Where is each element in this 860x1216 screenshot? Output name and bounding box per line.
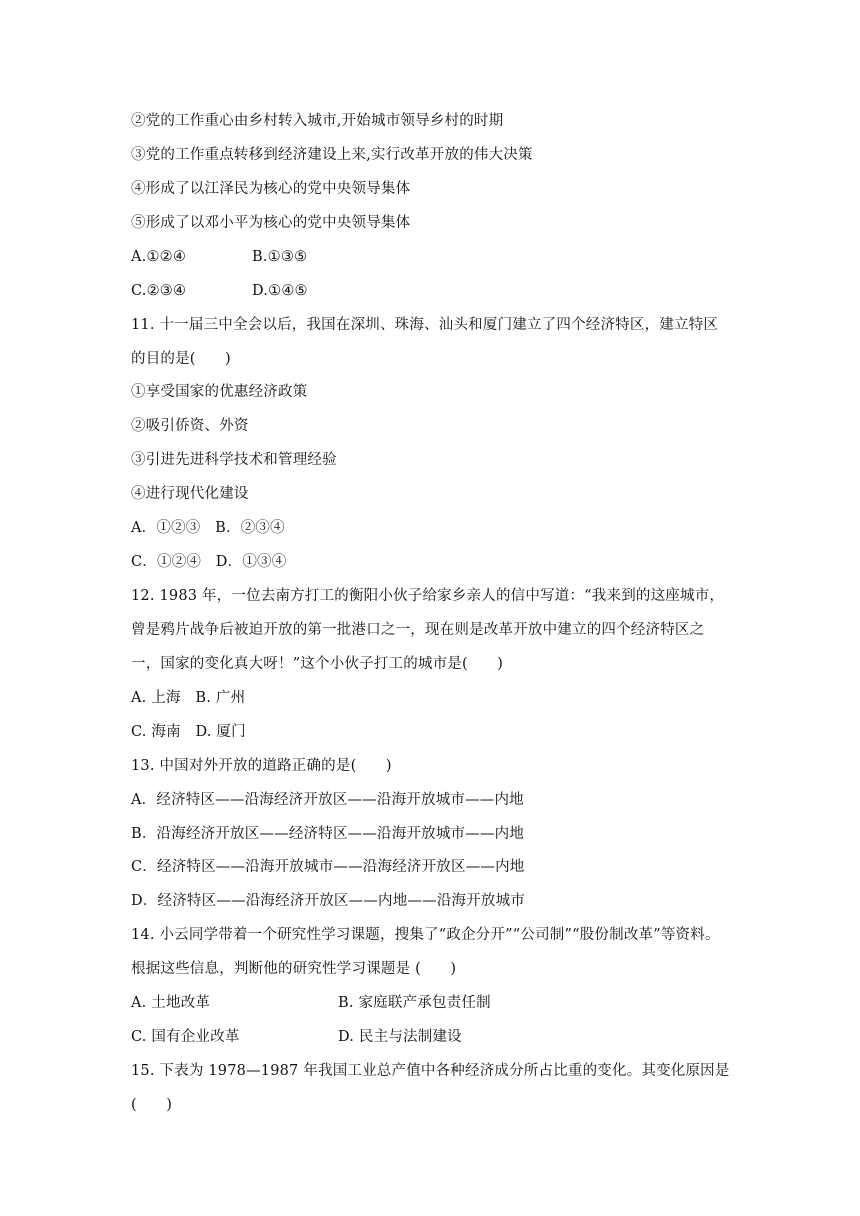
q14-stem-line-1: 14. 小云同学带着一个研究性学习课题，搜集了“政企分开”“公司制”“股份制改革”等资料。: [131, 927, 720, 943]
q13-option-a: A．经济特区——沿海经济开放区——沿海开放城市——内地: [131, 792, 524, 808]
q14-option-a: A. 土地改革: [131, 995, 211, 1011]
q11-stem-line-1: 11. 十一届三中全会以后，我国在深圳、珠海、汕头和厦门建立了四个经济特区，建立特区: [131, 317, 719, 333]
q13-option-b: B．沿海经济开放区——经济特区——沿海开放城市——内地: [131, 826, 525, 842]
q10-item-2: ②党的工作重心由乡村转入城市,开始城市领导乡村的时期: [131, 113, 504, 129]
q11-item-4: ④进行现代化建设: [131, 486, 249, 502]
q14-option-c: C. 国有企业改革: [131, 1029, 240, 1045]
q10-option-c: C.②③④: [131, 283, 187, 299]
q14-stem-line-2: 根据这些信息，判断他的研究性学习课题是 ( ): [131, 961, 457, 977]
q11-stem-line-2: 的目的是( ): [131, 351, 231, 367]
q15-stem-line-2: ( ): [131, 1097, 173, 1113]
q10-item-3: ③党的工作重点转移到经济建设上来,实行改革开放的伟大决策: [131, 147, 533, 163]
q12-options-row-1: A. 上海 B. 广州: [131, 690, 246, 706]
q10-option-a: A.①②④: [131, 249, 187, 265]
q11-options-row-2: C．①②④ D．①③④: [131, 554, 287, 570]
q13-option-c: C．经济特区——沿海开放城市——沿海经济开放区——内地: [131, 859, 525, 875]
q10-item-4: ④形成了以江泽民为核心的党中央领导集体: [131, 181, 411, 197]
q12-options-row-2: C. 海南 D. 厦门: [131, 724, 246, 740]
q10-item-5: ⑤形成了以邓小平为核心的党中央领导集体: [131, 215, 411, 231]
q12-stem-line-2: 曾是鸦片战争后被迫开放的第一批港口之一，现在则是改革开放中建立的四个经济特区之: [131, 622, 705, 638]
q11-item-1: ①享受国家的优惠经济政策: [131, 384, 308, 400]
q12-stem-line-3: 一，国家的变化真大呀！”这个小伙子打工的城市是( ): [131, 656, 504, 672]
q10-option-d: D.①④⑤: [252, 283, 308, 299]
q15-stem-line-1: 15. 下表为 1978—1987 年我国工业总产值中各种经济成分所占比重的变化。其变化原因是: [131, 1063, 730, 1079]
q12-stem-line-1: 12. 1983 年，一位去南方打工的衡阳小伙子给家乡亲人的信中写道：“我来到的这座城市，: [131, 588, 725, 604]
q11-item-3: ③引进先进科学技术和管理经验: [131, 452, 337, 468]
q13-option-d: D．经济特区——沿海经济开放区——内地——沿海开放城市: [131, 893, 526, 909]
q11-options-row-1: A．①②③ B．②③④: [131, 520, 285, 536]
q14-option-b: B. 家庭联产承包责任制: [338, 995, 491, 1011]
q10-option-b: B.①③⑤: [252, 249, 308, 265]
q11-item-2: ②吸引侨资、外资: [131, 418, 249, 434]
q14-option-d: D. 民主与法制建设: [338, 1029, 462, 1045]
q13-stem: 13. 中国对外开放的道路正确的是( ): [131, 758, 392, 774]
